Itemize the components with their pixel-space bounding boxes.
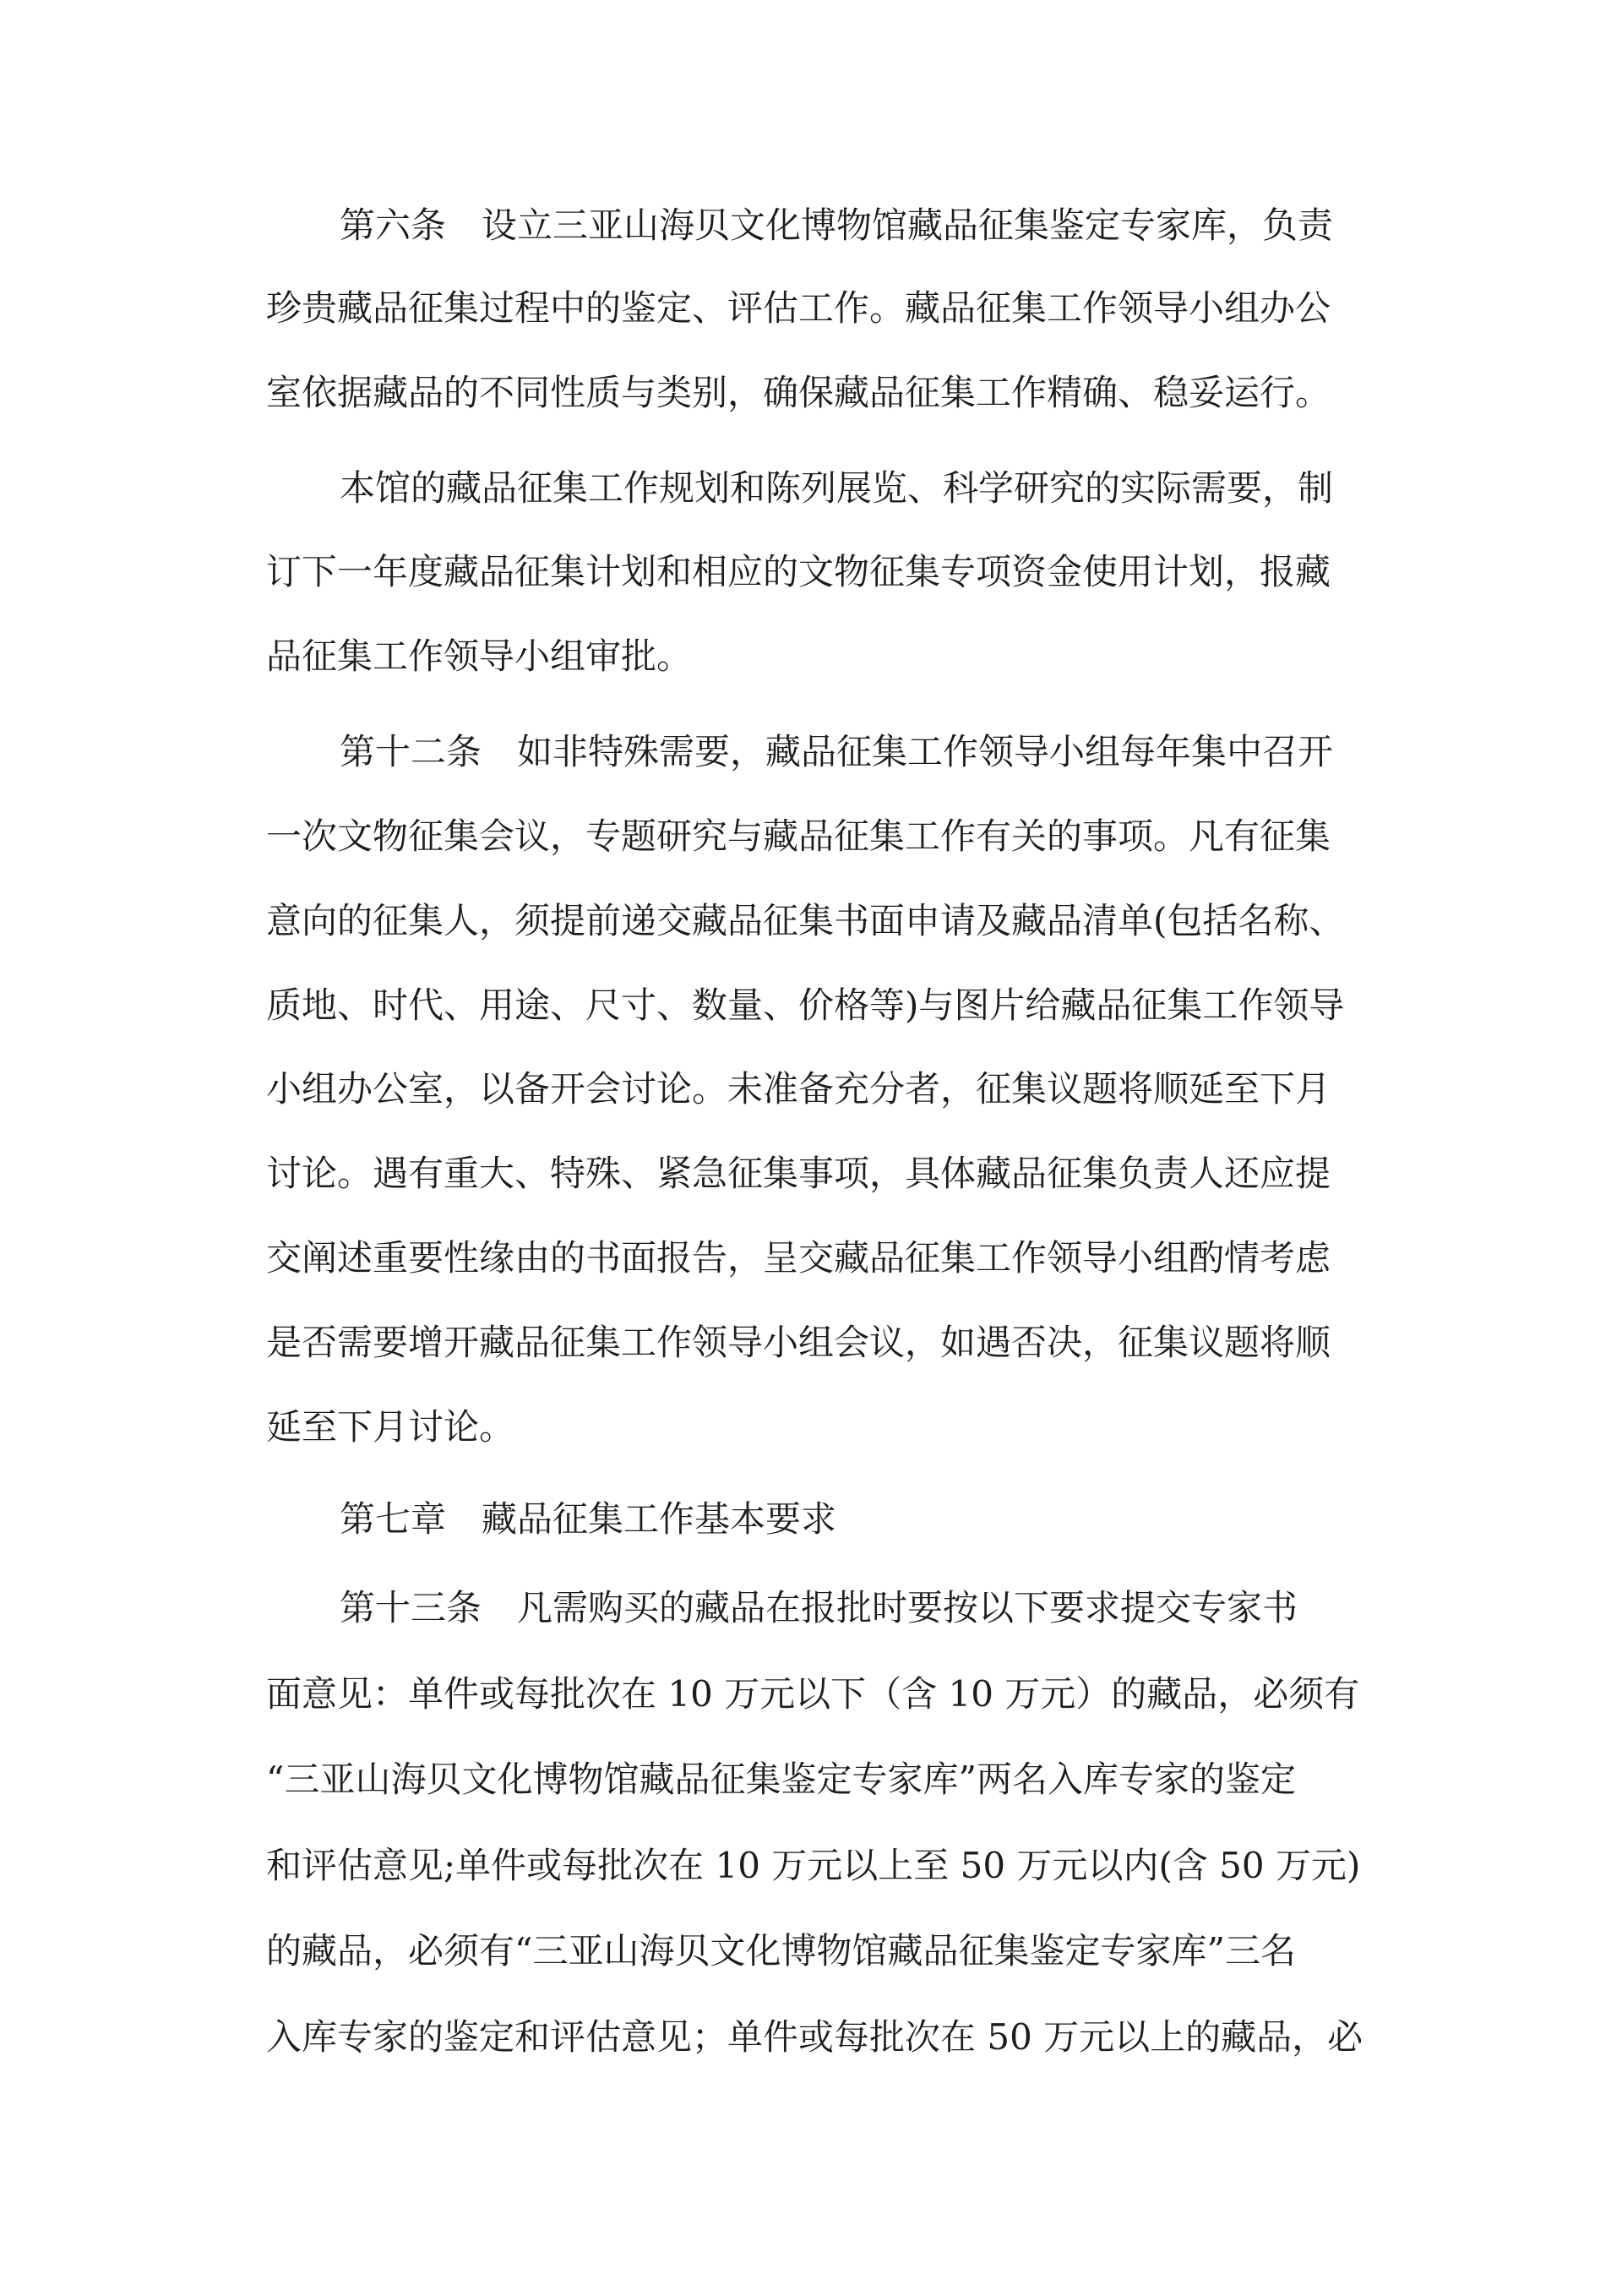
paragraph-plan-line-2: 订下一年度藏品征集计划和相应的文物征集专项资金使用计划，报藏 bbox=[266, 551, 1331, 592]
article-12-line-1: 第十二条 如非特殊需要，藏品征集工作领导小组每年集中召开 bbox=[340, 731, 1334, 772]
article-12-line-9: 延至下月讨论。 bbox=[266, 1406, 515, 1448]
article-6-line-3: 室依据藏品的不同性质与类别，确保藏品征集工作精确、稳妥运行。 bbox=[266, 372, 1331, 413]
article-13-line-5: 的藏品，必须有“三亚山海贝文化博物馆藏品征集鉴定专家库”三名 bbox=[266, 1930, 1296, 1972]
article-13-line-2: 面意见：单件或每批次在 10 万元以下（含 10 万元）的藏品，必须有 bbox=[266, 1673, 1360, 1715]
article-6-line-2: 珍贵藏品征集过程中的鉴定、评估工作。藏品征集工作领导小组办公 bbox=[266, 287, 1331, 329]
article-13-line-3: “三亚山海贝文化博物馆藏品征集鉴定专家库”两名入库专家的鉴定 bbox=[266, 1759, 1296, 1800]
article-12-line-3: 意向的征集人，须提前递交藏品征集书面申请及藏品清单(包括名称、 bbox=[266, 900, 1345, 941]
chapter-7-heading: 第七章 藏品征集工作基本要求 bbox=[340, 1498, 837, 1540]
paragraph-plan-line-1: 本馆的藏品征集工作规划和陈列展览、科学研究的实际需要，制 bbox=[340, 467, 1334, 509]
paragraph-plan-line-3: 品征集工作领导小组审批。 bbox=[266, 635, 693, 677]
article-12-line-5: 小组办公室，以备开会讨论。未准备充分者，征集议题将顺延至下月 bbox=[266, 1068, 1331, 1110]
article-13-line-4: 和评估意见;单件或每批次在 10 万元以上至 50 万元以内(含 50 万元) bbox=[266, 1845, 1361, 1886]
article-6-line-1: 第六条 设立三亚山海贝文化博物馆藏品征集鉴定专家库，负责 bbox=[340, 205, 1334, 246]
article-12-line-6: 讨论。遇有重大、特殊、紧急征集事项，具体藏品征集负责人还应提 bbox=[266, 1153, 1331, 1194]
article-12-line-8: 是否需要增开藏品征集工作领导小组会议，如遇否决，征集议题将顺 bbox=[266, 1322, 1331, 1363]
article-12-line-2: 一次文物征集会议，专题研究与藏品征集工作有关的事项。凡有征集 bbox=[266, 815, 1331, 857]
article-12-line-7: 交阐述重要性缘由的书面报告，呈交藏品征集工作领导小组酌情考虑 bbox=[266, 1237, 1331, 1279]
article-13-line-1: 第十三条 凡需购买的藏品在报批时要按以下要求提交专家书 bbox=[340, 1587, 1298, 1628]
article-13-line-6: 入库专家的鉴定和评估意见；单件或每批次在 50 万元以上的藏品，必 bbox=[266, 2016, 1363, 2058]
article-12-line-4: 质地、时代、用途、尺寸、数量、价格等)与图片给藏品征集工作领导 bbox=[266, 984, 1345, 1026]
